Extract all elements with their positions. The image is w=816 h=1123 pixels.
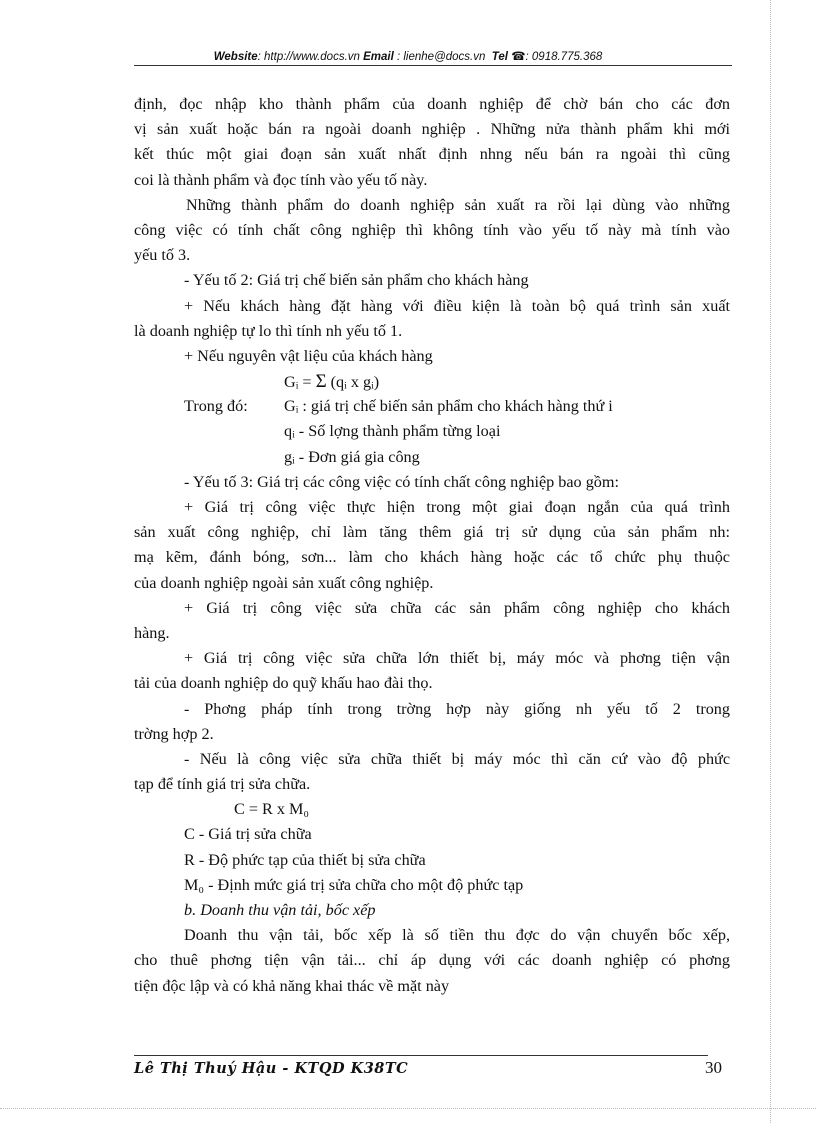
text-block-3 bbox=[134, 822, 730, 998]
text-line: - Yếu tố 2: Giá trị chế biến sản phẩm cho khách hàng bbox=[184, 271, 529, 290]
text-line: là doanh nghiệp tự lo thì tính nh yếu tố 1. bbox=[134, 321, 403, 340]
text-line: vị sản xuất hoặc bán ra ngoài doanh nghiệp . Những nửa thành phẩm khi mới bbox=[134, 120, 730, 139]
text-line: tiện độc lập và có khả năng khai thác về mặt này bbox=[134, 976, 450, 995]
text-block-1 bbox=[134, 92, 730, 369]
text-line: R - Độ phức tạp của thiết bị sửa chữa bbox=[184, 850, 426, 869]
text-line: yếu tố 3. bbox=[134, 246, 191, 265]
text-line: Những thành phẩm do doanh nghiệp sản xuất ra rồi lại dùng vào những bbox=[186, 195, 730, 214]
text-line: tải của doanh nghiệp do quỹ khấu hao đài thọ. bbox=[134, 674, 433, 693]
text-line: sản xuất công nghiệp, chỉ làm tăng thêm giá trị sử dụng của sản phẩm nh: bbox=[134, 523, 730, 542]
text-line: mạ kẽm, đánh bóng, sơn... làm cho khách hàng hoặc các tổ chức phụ thuộc bbox=[134, 548, 730, 567]
text-line: tạp để tính giá trị sửa chữa. bbox=[134, 775, 311, 794]
text-line: + Giá trị công việc thực hiện trong một giai đoạn ngắn của quá trình bbox=[184, 498, 730, 516]
definition-item: Gᵢ : giá trị chế biến sản phẩm cho khách hàng thứ i bbox=[284, 397, 613, 416]
text-line: M₀ - Định mức giá trị sửa chữa cho một độ phức tạp bbox=[184, 875, 524, 894]
text-line: b. Doanh thu vận tải, bốc xếp bbox=[184, 901, 376, 919]
text-block-2 bbox=[134, 470, 730, 797]
text-line: coi là thành phẩm và đọc tính vào yếu tố này. bbox=[134, 170, 428, 189]
email-value[interactable]: : lienhe@docs.vn bbox=[393, 51, 486, 63]
formula-rhs: (qᵢ x gᵢ) bbox=[326, 373, 380, 392]
text-line: hàng. bbox=[134, 623, 170, 642]
text-line: C - Giá trị sửa chữa bbox=[184, 825, 312, 844]
definition-row-3 bbox=[134, 445, 730, 470]
text-line: cho thuê phơng tiện vận tải... chỉ áp dụng với các doanh nghiệp có phơng bbox=[134, 951, 730, 970]
definition-item: qᵢ - Số lợng thành phẩm từng loại bbox=[284, 422, 501, 441]
header-rule bbox=[134, 65, 732, 66]
definition-row-1 bbox=[134, 394, 730, 419]
footer-author: Lê Thị Thuý Hậu - KTQD K38TC bbox=[134, 1060, 409, 1077]
definition-item: gᵢ - Đơn giá gia công bbox=[284, 447, 420, 466]
text-line: + Nếu khách hàng đặt hàng với điều kiện là toàn bộ quá trình sản xuất bbox=[184, 296, 730, 315]
text-line: + Giá trị công việc sửa chữa lớn thiết bị, máy móc và phơng tiện vận bbox=[184, 649, 730, 668]
formula-c: C = R x M₀ bbox=[234, 800, 310, 819]
text-line: - Phơng pháp tính trong trờng hợp này giống nh yếu tố 2 trong bbox=[184, 699, 730, 718]
sigma-symbol: Σ bbox=[315, 371, 327, 393]
text-line: định, đọc nhập kho thành phẩm của doanh nghiệp để chờ bán cho các đơn bbox=[134, 95, 730, 113]
definition-row-2 bbox=[134, 419, 730, 444]
website-label: Website bbox=[213, 51, 258, 63]
text-line: - Nếu là công việc sửa chữa thiết bị máy móc thì căn cứ vào độ phức bbox=[184, 749, 730, 768]
website-url[interactable]: : http://www.docs.vn bbox=[257, 51, 360, 63]
page-margin-guide-right bbox=[770, 0, 771, 1123]
footer-rule bbox=[134, 1055, 708, 1056]
formula-gi bbox=[134, 369, 730, 394]
definition-label: Trong đó: bbox=[184, 397, 248, 416]
page-number: 30 bbox=[705, 1058, 722, 1077]
page-margin-guide-bottom bbox=[0, 1108, 816, 1109]
text-line: + Nếu nguyên vật liệu của khách hàng bbox=[184, 346, 433, 365]
text-line: + Giá trị công việc sửa chữa các sản phẩm công nghiệp cho khách bbox=[184, 598, 730, 617]
text-line: công việc có tính chất công nghiệp thì không tính vào yếu tố này mà tính vào bbox=[134, 220, 730, 239]
text-line: trờng hợp 2. bbox=[134, 724, 214, 743]
text-line: Doanh thu vận tải, bốc xếp là số tiền thu đợc do vận chuyển bốc xếp, bbox=[184, 926, 730, 945]
formula-lhs: Gᵢ = bbox=[284, 373, 316, 392]
document-body bbox=[134, 92, 730, 999]
page-header bbox=[0, 49, 816, 63]
tel-label: Tel bbox=[491, 51, 508, 63]
email-label: Email bbox=[363, 51, 394, 63]
tel-value: ☎: 0918.775.368 bbox=[511, 51, 603, 63]
text-line: của doanh nghiệp ngoài sản xuất công nghiệp. bbox=[134, 573, 434, 592]
text-line: - Yếu tố 3: Giá trị các công việc có tính chất công nghiệp bao gồm: bbox=[184, 472, 619, 491]
text-line: kết thúc một giai đoạn sản xuất nhất định nhng nếu bán ra ngoài thì cũng bbox=[134, 145, 730, 164]
